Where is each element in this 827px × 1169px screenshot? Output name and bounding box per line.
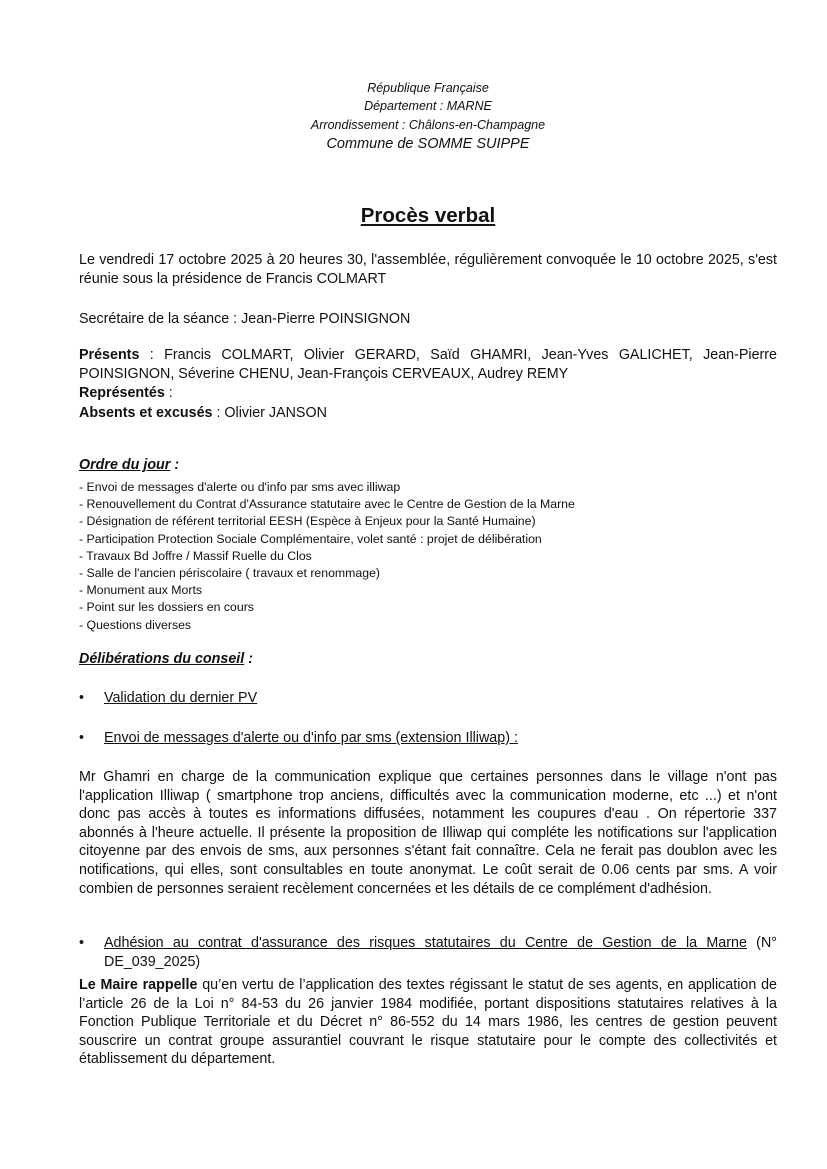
- agenda-suffix: :: [170, 457, 180, 473]
- attendance: [79, 346, 777, 422]
- bullet-icon: •: [79, 690, 85, 706]
- absent-value: : Olivier JANSON: [212, 404, 327, 421]
- header-republic: République Française: [367, 81, 489, 95]
- header-arrondissement: Arrondissement : Châlons-en-Champagne: [310, 118, 546, 132]
- absent-label: Absents et excusés: [79, 404, 213, 421]
- agenda-title: Ordre du jour: [79, 457, 171, 473]
- agenda-item: - Travaux Bd Joffre / Massif Ruelle du Clos: [79, 548, 312, 563]
- deliberation-item-pv: [79, 689, 777, 708]
- sms-paragraph: Mr Ghamri en charge de la communication explique que certaines personnes dans le village n'ont pas l'application Illiwap ( smartphone trop anciens, difficultés avec la communication moderne, etc ...) et n'ont donc pas accès à toutes es informations diffusées, notamment les coupures d'eau . On répertorie 337 abonnés à l'heure actuelle. Il présente la proposition de Illiwap qui compléte les notifications sur l'application citoyenne par des envois de sms, aux personnes s'étant fait connaître. Cela ne ferait pas doublon avec les notifications, qui elles, sont consultables en toute anonymat. Le coût serait de 0.06 cents par sms. A voir combien de personnes seraient recèlement concernées et les détails de ce complément d'adhésion.: [79, 769, 777, 897]
- present-line: [79, 346, 777, 383]
- secretary-line: Secrétaire de la séance : Jean-Pierre POINSIGNON: [79, 311, 411, 327]
- deliberation-title: Adhésion au contrat d'assurance des risques statutaires du Centre de Gestion de la Marne: [104, 935, 747, 951]
- deliberation-title: Envoi de messages d'alerte ou d'info par sms (extension Illiwap) :: [104, 730, 518, 746]
- represented-label: Représentés: [79, 385, 165, 401]
- present-label: Présents: [79, 347, 140, 363]
- bullet-icon: •: [79, 935, 85, 951]
- intro-paragraph: Le vendredi 17 octobre 2025 à 20 heures 30, l'assemblée, régulièrement convoquée le 10 octobre 2025, s'est réunie sous la présidence de Francis COLMART: [79, 252, 777, 287]
- agenda-item: - Envoi de messages d'alerte ou d'info par sms avec illiwap: [79, 480, 401, 494]
- bullet-icon: •: [79, 730, 85, 746]
- represented-value: :: [164, 385, 173, 401]
- agenda-item: - Questions diverses: [79, 617, 192, 632]
- present-value: : Francis COLMART, Olivier GERARD, Saïd GHAMRI, Jean-Yves GALICHET, Jean-Pierre POINSIGNON, Séverine CHENU, Jean-François CERVEAUX, Audrey REMY: [79, 347, 777, 382]
- insurance-text: qu’en vertu de l’application des textes régissant le statut de ses agents, en application de l’article 26 de la Loi n° 84-53 du 26 janvier 1984 modifiée, portant dispositions statutaires relatives à la Fonction Publique Territoriale et du Décret n° 86-552 du 14 mars 1986, les centres de gestion peuvent souscrire un contrat groupe assurantiel couvrant le risque statutaire pour le compte des collectivités et établissement du département.: [79, 977, 777, 1067]
- agenda-item: - Point sur les dossiers en cours: [79, 600, 254, 615]
- agenda-item: - Participation Protection Sociale Complémentaire, volet santé : projet de délibération: [79, 531, 542, 546]
- deliberations-heading: [79, 651, 777, 667]
- insurance-paragraph: [79, 976, 777, 1069]
- deliberation-item-sms: [79, 729, 777, 748]
- deliberation-number: (N° DE_039_2025): [104, 935, 777, 970]
- agenda-item: - Désignation de référent territorial EESH (Espèce à Enjeux pour la Santé Humaine): [79, 514, 536, 529]
- absent-line: [79, 404, 777, 423]
- agenda-item: - Salle de l'ancien périscolaire ( travaux et renommage): [79, 566, 381, 581]
- deliberation-item-insurance: [79, 934, 777, 971]
- deliberations-suffix: :: [244, 651, 253, 667]
- represented-line: [79, 384, 777, 403]
- header-commune: Commune de SOMME SUIPPE: [326, 136, 530, 152]
- deliberations-title: Délibérations du conseil: [79, 651, 245, 667]
- insurance-lead: Le Maire rappelle: [79, 977, 198, 993]
- page-title: Procès verbal: [360, 204, 496, 227]
- agenda-item: - Renouvellement du Contrat d'Assurance statutaire avec le Centre de Gestion de la Marne: [79, 497, 575, 512]
- agenda-list: [79, 479, 777, 634]
- agenda-heading: [79, 457, 777, 473]
- deliberation-title: Validation du dernier PV: [104, 690, 258, 706]
- header-department: Département : MARNE: [364, 99, 492, 113]
- agenda-item: - Monument aux Morts: [79, 583, 203, 598]
